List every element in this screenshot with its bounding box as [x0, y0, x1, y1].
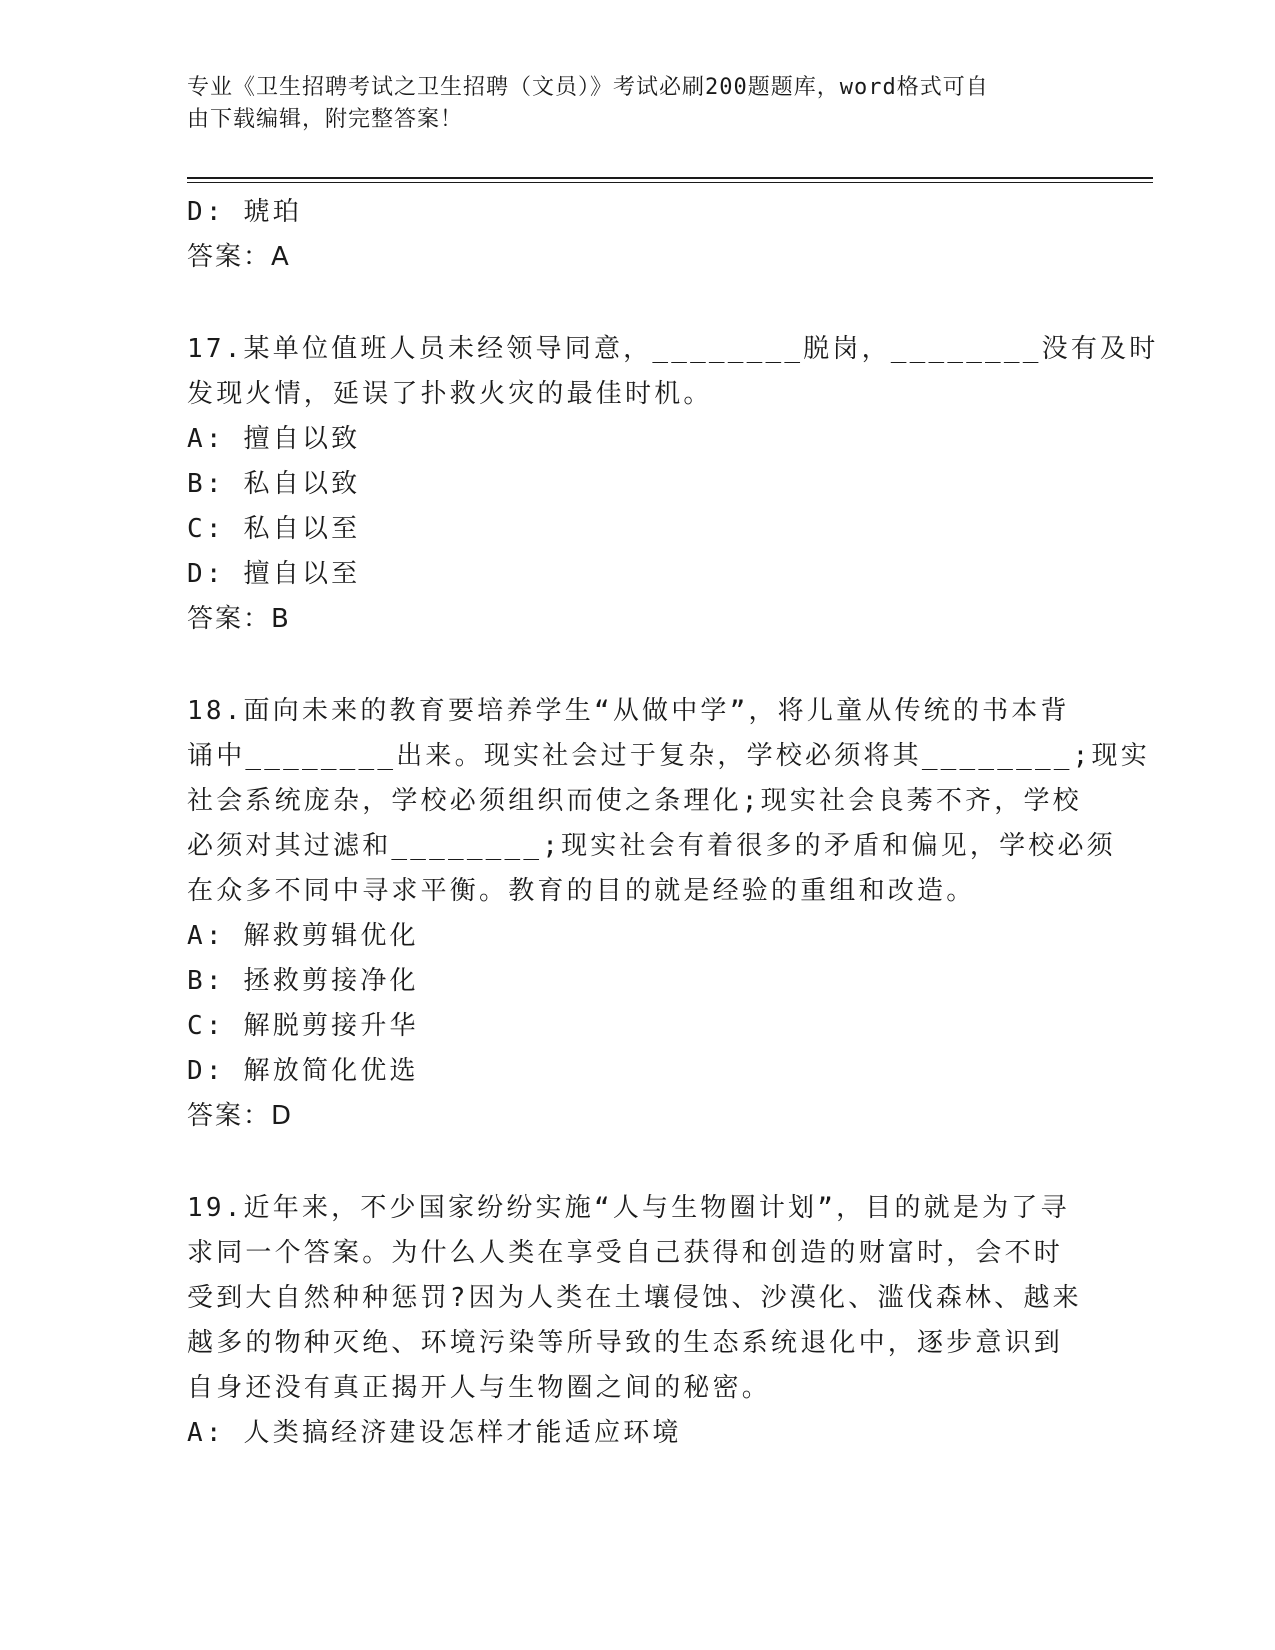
q18-option-c: C: 解脱剪接升华 [187, 1011, 419, 1041]
q17-option-d: D: 擅自以至 [187, 559, 361, 589]
q17-answer: 答案：B [187, 604, 291, 634]
question-content [187, 190, 1159, 1456]
q19-stem-line-2: 求同一个答案。为什么人类在享受自己获得和创造的财富时，会不时 [187, 1238, 1064, 1268]
prev-answer: 答案：A [187, 242, 291, 272]
header-rule-thick [187, 177, 1153, 179]
question-18 [187, 689, 1150, 1139]
spacer [187, 280, 1087, 327]
q19-option-a: A: 人类搞经济建设怎样才能适应环境 [187, 1418, 682, 1448]
header-line-2: 由下载编辑，附完整答案！ [187, 107, 464, 132]
header-line-1: 专业《卫生招聘考试之卫生招聘（文员）》考试必刷200题题库，word格式可自 [187, 75, 989, 100]
q18-stem-line-4: 必须对其过滤和________;现实社会有着很多的矛盾和偏见，学校必须 [187, 831, 1116, 861]
prev-option-d: D: 琥珀 [187, 197, 302, 227]
q17-option-c: C: 私自以至 [187, 514, 361, 544]
q18-answer: 答案：D [187, 1101, 294, 1131]
q17-stem-line-2: 发现火情，延误了扑救火灾的最佳时机。 [187, 379, 713, 409]
q19-stem-line-4: 越多的物种灭绝、环境污染等所导致的生态系统退化中，逐步意识到 [187, 1328, 1064, 1358]
q17-option-a: A: 擅自以致 [187, 424, 361, 454]
q18-stem-line-2: 诵中________出来。现实社会过于复杂，学校必须将其________;现实 [187, 741, 1150, 771]
header-rule-thin [187, 182, 1153, 183]
q17-option-b: B: 私自以致 [187, 469, 361, 499]
q18-stem-line-1: 18.面向未来的教育要培养学生“从做中学”，将儿童从传统的书本背 [187, 696, 1070, 726]
q19-stem-line-5: 自身还没有真正揭开人与生物圈之间的秘密。 [187, 1373, 772, 1403]
q17-stem-line-1: 17.某单位值班人员未经领导同意，________脱岗，________没有及时 [187, 334, 1159, 364]
q19-stem-line-3: 受到大自然种种惩罚?因为人类在土壤侵蚀、沙漠化、滥伐森林、越来 [187, 1283, 1082, 1313]
document-header [187, 72, 1067, 136]
spacer [187, 642, 1087, 689]
q18-stem-line-3: 社会系统庞杂，学校必须组织而使之条理化;现实社会良莠不齐，学校 [187, 786, 1082, 816]
q18-option-b: B: 拯救剪接净化 [187, 966, 419, 996]
q18-option-a: A: 解救剪辑优化 [187, 921, 419, 951]
q18-option-d: D: 解放简化优选 [187, 1056, 419, 1086]
spacer [187, 1139, 1087, 1186]
question-17 [187, 327, 1159, 642]
question-19 [187, 1186, 1087, 1456]
q19-stem-line-1: 19.近年来，不少国家纷纷实施“人与生物圈计划”，目的就是为了寻 [187, 1193, 1070, 1223]
q18-stem-line-5: 在众多不同中寻求平衡。教育的目的就是经验的重组和改造。 [187, 876, 976, 906]
